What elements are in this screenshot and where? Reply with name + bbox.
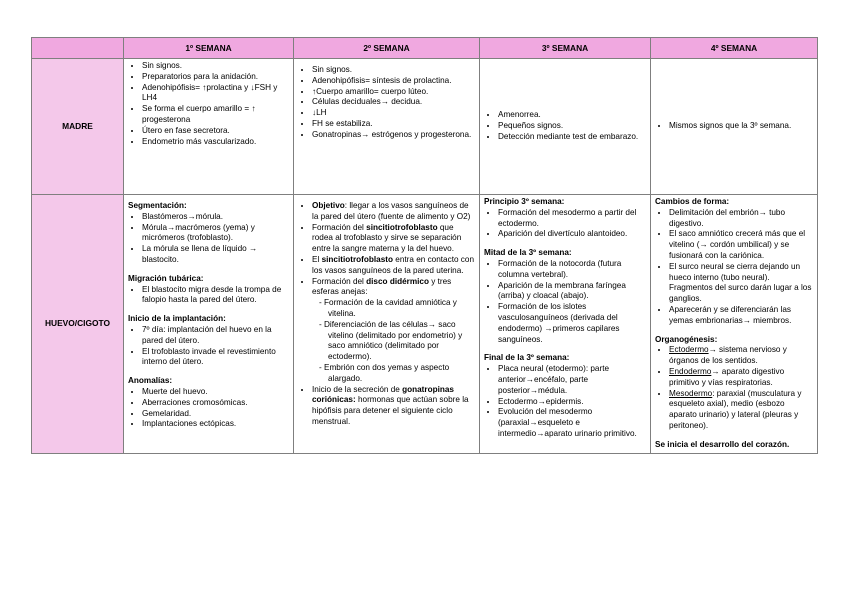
closing-note: Se inicia el desarrollo del corazón. bbox=[655, 439, 790, 449]
list-item: • Formación del sincitiotrofoblasto que rodea al trofoblasto y sirve se separación entre la sangre materna y la del huevo. bbox=[312, 223, 475, 255]
huevo-week-3 bbox=[480, 195, 651, 454]
sub-list-item: - Formación de la cavidad amniótica y vitelina. bbox=[328, 298, 475, 320]
list-item: • La mórula se llena de líquido → blastocito. bbox=[142, 244, 289, 266]
list-item: • Adenohipófisis= síntesis de prolactina. bbox=[312, 76, 475, 87]
header-empty bbox=[32, 38, 124, 59]
madre-week-4 bbox=[651, 59, 818, 195]
list-item: • Detección mediante test de embarazo. bbox=[498, 132, 646, 143]
madre-week-3 bbox=[480, 59, 651, 195]
madre-week-2 bbox=[294, 59, 480, 195]
section-title: Mitad de la 3º semana: bbox=[484, 248, 572, 258]
header-week-4: 4º SEMANA bbox=[651, 38, 818, 59]
list-item: • Pequeños signos. bbox=[498, 121, 646, 132]
list-item: • FH se estabiliza. bbox=[312, 119, 475, 130]
list-item: • Delimitación del embrión→ tubo digestivo. bbox=[669, 208, 813, 230]
list-item: • Ectodermo→epidermis. bbox=[498, 397, 646, 408]
list-item: • Formación de la notocorda (futura columna vertebral). bbox=[498, 259, 646, 281]
list-item: • Preparatorios para la anidación. bbox=[142, 72, 289, 83]
list-item: • Formación del mesodermo a partir del ectodermo. bbox=[498, 208, 646, 230]
header-week-1: 1º SEMANA bbox=[124, 38, 294, 59]
huevo-row bbox=[32, 195, 818, 454]
list-item: • 7º día: implantación del huevo en la pared del útero. bbox=[142, 325, 289, 347]
list-item: • Evolución del mesodermo (paraxial→esqueleto e intermedio→aparato urinario primitivo. bbox=[498, 407, 646, 439]
list-item: • Muerte del huevo. bbox=[142, 387, 289, 398]
section-title: Principio 3º semana: bbox=[484, 197, 565, 206]
huevo-label: HUEVO/CIGOTO bbox=[32, 195, 124, 454]
list-item: • Blastómeros→mórula. bbox=[142, 212, 289, 223]
list-item: • Inicio de la secreción de gonatropinas coriónicas: hormonas que actúan sobre la hipófisis para detener el siguiente ciclo menstrual. bbox=[312, 385, 475, 428]
list-item: • El trofoblasto invade el revestimiento interno del útero. bbox=[142, 347, 289, 369]
huevo-week-1 bbox=[124, 195, 294, 454]
list-item: • Implantaciones ectópicas. bbox=[142, 419, 289, 430]
list-item: • Aberraciones cromosómicas. bbox=[142, 398, 289, 409]
list-item: • Endodermo→ aparato digestivo primitivo y vías respiratorias. bbox=[669, 367, 813, 389]
list-item: • Objetivo: llegar a los vasos sanguíneos de la pared del útero (fuente de alimento y O2) bbox=[312, 201, 475, 223]
list-item: • Formación de los islotes vasculosanguíneos (derivada del endodermo) →primeros capilares sanguíneos. bbox=[498, 302, 646, 345]
list-item: • El sincitiotrofoblasto entra en contacto con los vasos sanguíneos de la pared uterina. bbox=[312, 255, 475, 277]
section-title: Inicio de la implantación: bbox=[128, 314, 226, 324]
list-item: • Aparición de la membrana faríngea (arriba) y cloacal (abajo). bbox=[498, 281, 646, 303]
section-title: Cambios de forma: bbox=[655, 197, 730, 206]
development-table bbox=[31, 37, 818, 454]
list-item: • Sin signos. bbox=[142, 61, 289, 72]
list-item: • El surco neural se cierra dejando un hueco interno (tubo neural). Fragmentos del surco darán lugar a los ganglios. bbox=[669, 262, 813, 305]
list-item: • Endometrio más vascularizado. bbox=[142, 137, 289, 148]
sub-list-item: - Diferenciación de las células→ saco vitelino (delimitado por endometrio) y saco amniótico (delimitado por ectodermo). bbox=[328, 320, 475, 363]
list-item: • Mismos signos que la 3º semana. bbox=[669, 121, 813, 132]
list-item: • Sin signos. bbox=[312, 65, 475, 76]
list-item: • Aparecerán y se diferenciarán las yemas embrionarias→ miembros. bbox=[669, 305, 813, 327]
list-item: • Amenorrea. bbox=[498, 110, 646, 121]
list-item: • Células deciduales→ decidua. bbox=[312, 97, 475, 108]
madre-row bbox=[32, 59, 818, 195]
huevo-week-2 bbox=[294, 195, 480, 454]
list-item: • ↓LH bbox=[312, 108, 475, 119]
sub-list-item: - Embrión con dos yemas y aspecto alargado. bbox=[328, 363, 475, 385]
list-item: • Ectodermo→ sistema nervioso y órganos de los sentidos. bbox=[669, 345, 813, 367]
section-title: Organogénesis: bbox=[655, 334, 718, 344]
list-item: • Aparición del divertículo alantoideo. bbox=[498, 229, 646, 240]
list-item: • Adenohipófisis= ↑prolactina y ↓FSH y LH4 bbox=[142, 83, 289, 105]
list-item: • Se forma el cuerpo amarillo = ↑ progesterona bbox=[142, 104, 289, 126]
list-item: • Mórula→macrómeros (yema) y micrómeros (trofoblasto). bbox=[142, 223, 289, 245]
header-week-2: 2º SEMANA bbox=[294, 38, 480, 59]
list-item: • Gonatropinas→ estrógenos y progesterona. bbox=[312, 130, 475, 141]
list-item: • El saco amniótico crecerá más que el vitelino (→ cordón umbilical) y se fusionará con la cariónica. bbox=[669, 229, 813, 261]
section-title: Migración tubárica: bbox=[128, 273, 204, 283]
madre-label: MADRE bbox=[32, 59, 124, 195]
list-item: • Formación del disco didérmico y tres esferas anejas: - Formación de la cavidad amniótica y vitelina. - Diferenciación de las células→ saco vitelino (delimitado por endometrio) y saco amniótico (delimitado por ectodermo). - Embrión con dos yemas y aspecto alargado. bbox=[312, 277, 475, 385]
section-title: Anomalías: bbox=[128, 376, 173, 386]
header-week-3: 3º SEMANA bbox=[480, 38, 651, 59]
list-item: • Gemelaridad. bbox=[142, 409, 289, 420]
huevo-week-4 bbox=[651, 195, 818, 454]
list-item: • ↑Cuerpo amarillo= cuerpo lúteo. bbox=[312, 87, 475, 98]
list-item: • Mesodermo: paraxial (musculatura y esqueleto axial), medio (esbozo aparato urinario) y lateral (pleuras y peritoneo). bbox=[669, 389, 813, 432]
header-row bbox=[32, 38, 818, 59]
list-item: • Placa neural (etodermo): parte anterior→encéfalo, parte posterior→médula. bbox=[498, 364, 646, 396]
list-item: • El blastocito migra desde la trompa de falopio hasta la pared del útero. bbox=[142, 285, 289, 307]
list-item: • Útero en fase secretora. bbox=[142, 126, 289, 137]
section-title: Final de la 3º semana: bbox=[484, 353, 570, 363]
madre-week-1 bbox=[124, 59, 294, 195]
section-title: Segmentación: bbox=[128, 201, 187, 210]
